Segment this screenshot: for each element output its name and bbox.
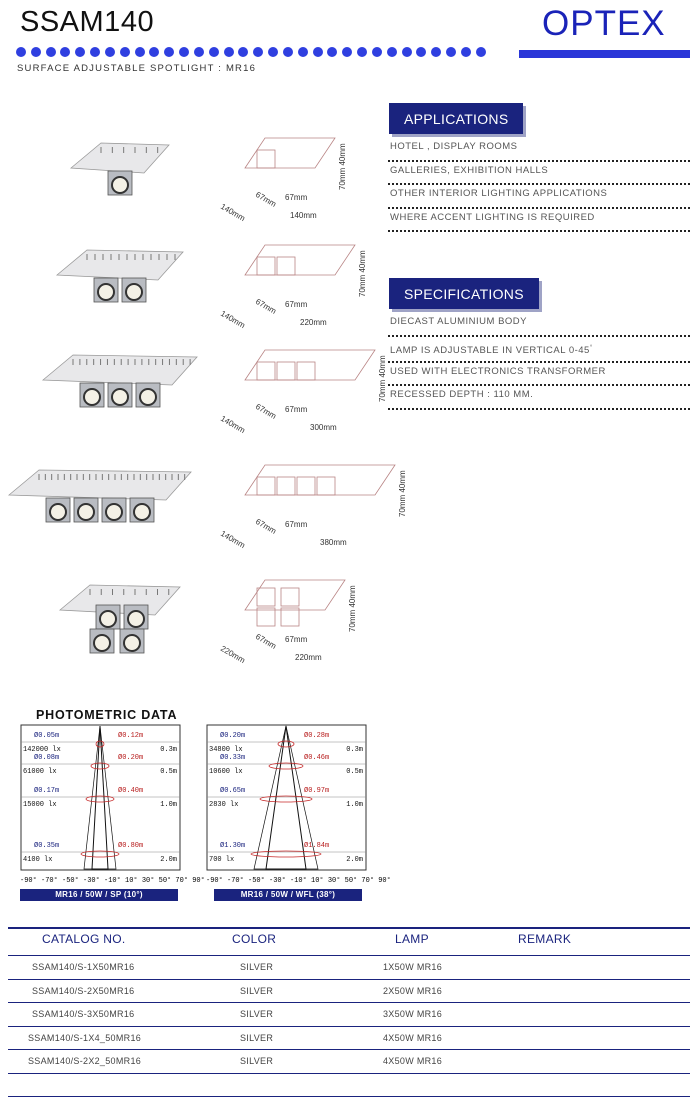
lamp-lens: [50, 504, 66, 520]
illuminance-value: 4100 lx: [23, 856, 53, 864]
dimension-height-depth: 70mm 40mm: [338, 143, 347, 190]
beam-diameter-full: Ø0.28m: [304, 732, 330, 740]
dimension-side: 67mm: [254, 631, 278, 651]
photometric-caption: MR16 / 50W / WFL (38°): [214, 889, 362, 901]
color-cell: SILVER: [240, 1056, 274, 1066]
column-header-color: COLOR: [232, 932, 277, 946]
drawing-lamp-cell: [297, 362, 315, 380]
lamp-lens: [128, 611, 144, 627]
dimension-drawing: [205, 118, 375, 228]
dimension-width: 140mm: [290, 211, 317, 220]
list-item-text: LAMP IS ADJUSTABLE IN VERTICAL 0-45: [390, 344, 590, 356]
dimension-length: 140mm: [219, 528, 247, 551]
beam-cone: [92, 726, 108, 869]
drawing-lamp-cell: [277, 362, 295, 380]
page-title: SSAM140: [20, 6, 155, 38]
drawing-lamp-cell: [281, 608, 299, 626]
dimension-front: 67mm: [285, 635, 308, 644]
divider-dot: [253, 47, 263, 57]
divider-dot: [342, 47, 352, 57]
brand-logo: OPTEX: [542, 4, 666, 43]
divider-dot: [75, 47, 85, 57]
divider-dot: [120, 47, 130, 57]
drawing-lamp-cell: [281, 588, 299, 606]
degree-mark: °: [589, 344, 593, 351]
dotted-divider: [16, 47, 486, 59]
brand-underline: [519, 50, 690, 58]
beam-diameter-half: Ø0.35m: [34, 842, 60, 850]
dimension-front: 67mm: [285, 520, 308, 529]
dimension-height-depth: 70mm 40mm: [378, 355, 387, 402]
divider-dot: [31, 47, 41, 57]
divider-dot: [179, 47, 189, 57]
list-item: WHERE ACCENT LIGHTING IS REQUIRED: [388, 209, 690, 233]
drawing-lamp-cell: [257, 608, 275, 626]
lamp-cell: 1X50W MR16: [383, 962, 443, 972]
list-item: GALLERIES, EXHIBITION HALLS: [388, 162, 690, 186]
catalog-number-cell: SSAM140/S-3X50MR16: [32, 1009, 135, 1019]
dimension-front: 67mm: [285, 193, 308, 202]
list-item: USED WITH ELECTRONICS TRANSFORMER: [388, 363, 690, 387]
dimension-drawing: [205, 330, 387, 440]
dimension-width: 300mm: [310, 423, 337, 432]
divider-dot: [283, 47, 293, 57]
angle-axis-labels: -90° -70° -50° -30° -10° 10° 30° 50° 70° 90°: [206, 877, 391, 885]
product-photo: [30, 330, 210, 440]
product-photo: [30, 560, 210, 670]
mounting-plate: [71, 143, 169, 173]
dimension-drawing: [205, 225, 375, 335]
table-bottom-rule: [8, 1073, 690, 1074]
divider-dot: [268, 47, 278, 57]
illuminance-value: 10600 lx: [209, 768, 243, 776]
dimension-drawing: [205, 445, 407, 555]
lamp-lens: [84, 389, 100, 405]
dimension-length: 140mm: [219, 201, 247, 224]
divider-dot: [313, 47, 323, 57]
drawing-lamp-cell: [257, 257, 275, 275]
dimension-front: 67mm: [285, 300, 308, 309]
drawing-lamp-cell: [257, 588, 275, 606]
list-item: HOTEL , DISPLAY ROOMS: [388, 138, 690, 162]
catalog-number-cell: SSAM140/S-2X2_50MR16: [28, 1056, 142, 1066]
applications-heading: APPLICATIONS: [389, 103, 523, 134]
divider-dot: [446, 47, 456, 57]
color-cell: SILVER: [240, 985, 274, 996]
drawing-lamp-cell: [277, 477, 295, 495]
divider-dot: [16, 47, 26, 57]
divider-dot: [105, 47, 115, 57]
divider-dot: [402, 47, 412, 57]
divider-dot: [416, 47, 426, 57]
mounting-plate: [43, 355, 197, 385]
illuminance-value: 34800 lx: [209, 746, 243, 754]
beam-diameter-half: Ø0.33m: [220, 754, 246, 762]
dimension-width: 380mm: [320, 538, 347, 547]
beam-diameter-half: Ø0.65m: [220, 787, 246, 795]
divider-dot: [461, 47, 471, 57]
lamp-cell: 4X50W MR16: [383, 1032, 443, 1043]
illuminance-value: 2830 lx: [209, 801, 239, 809]
lamp-cell: 2X50W MR16: [383, 985, 443, 996]
color-cell: SILVER: [240, 1032, 274, 1043]
distance-value: 1.0m: [160, 801, 177, 809]
drawing-lamp-cell: [297, 477, 315, 495]
beam-diameter-full: Ø0.40m: [118, 787, 144, 795]
angle-axis-labels: -90° -70° -50° -30° -10° 10° 30° 50° 70° 90°: [20, 877, 205, 885]
lamp-cell: 4X50W MR16: [383, 1056, 443, 1066]
dimension-drawing: [205, 560, 375, 670]
drawing-lamp-cell: [277, 257, 295, 275]
beam-diameter-half: Ø1.30m: [220, 842, 246, 850]
beam-diameter-half: Ø0.08m: [34, 754, 60, 762]
list-item: RECESSED DEPTH : 110 MM.: [388, 386, 690, 410]
product-photo: [10, 445, 190, 555]
dimension-side: 67mm: [254, 296, 278, 316]
drawing-lamp-cell: [317, 477, 335, 495]
drawing-lamp-cell: [257, 362, 275, 380]
divider-dot: [60, 47, 70, 57]
dimension-width: 220mm: [295, 653, 322, 662]
applications-list: [388, 138, 690, 232]
drawing-outline: [245, 138, 335, 168]
photometric-chart: [206, 724, 391, 889]
list-item: DIECAST ALUMINIUM BODY: [388, 313, 690, 337]
beam-diameter-full: Ø0.46m: [304, 754, 330, 762]
lamp-lens: [106, 504, 122, 520]
divider-dot: [372, 47, 382, 57]
distance-value: 2.0m: [160, 856, 177, 864]
lamp-lens: [140, 389, 156, 405]
beam-diameter-half: Ø0.17m: [34, 787, 60, 795]
dimension-length: 220mm: [219, 643, 247, 666]
divider-dot: [476, 47, 486, 57]
drawing-outline: [245, 350, 375, 380]
divider-dot: [194, 47, 204, 57]
list-item: [388, 337, 690, 363]
illuminance-value: 15000 lx: [23, 801, 57, 809]
column-header-catalog: CATALOG NO.: [42, 932, 126, 946]
divider-dot: [327, 47, 337, 57]
dimension-height-depth: 70mm 40mm: [398, 470, 407, 517]
dimension-length: 140mm: [219, 413, 247, 436]
divider-dot: [164, 47, 174, 57]
product-photo: [30, 118, 210, 228]
beam-cone: [266, 726, 306, 869]
table-bottom-rule: [8, 1096, 690, 1097]
distance-value: 0.5m: [160, 768, 177, 776]
specifications-list: [388, 313, 690, 410]
divider-dot: [238, 47, 248, 57]
distance-value: 0.3m: [346, 746, 363, 754]
photometric-chart: [20, 724, 205, 889]
beam-diameter-full: Ø0.20m: [118, 754, 144, 762]
color-cell: SILVER: [240, 1009, 274, 1019]
beam-diameter-full: Ø0.80m: [118, 842, 144, 850]
drawing-lamp-cell: [257, 150, 275, 168]
lamp-lens: [126, 284, 142, 300]
dimension-length: 140mm: [219, 308, 247, 331]
lamp-lens: [78, 504, 94, 520]
drawing-outline: [245, 465, 395, 495]
divider-dot: [209, 47, 219, 57]
dimension-front: 67mm: [285, 405, 308, 414]
divider-dot: [135, 47, 145, 57]
color-cell: SILVER: [240, 962, 274, 972]
illuminance-value: 700 lx: [209, 856, 235, 864]
divider-dot: [357, 47, 367, 57]
mounting-plate: [9, 470, 191, 500]
illuminance-value: 61000 lx: [23, 768, 57, 776]
catalog-number-cell: SSAM140/S-1X4_50MR16: [28, 1032, 142, 1043]
distance-value: 2.0m: [346, 856, 363, 864]
dimension-width: 220mm: [300, 318, 327, 327]
lamp-cell: 3X50W MR16: [383, 1009, 443, 1019]
lamp-lens: [100, 611, 116, 627]
illuminance-value: 142000 lx: [23, 746, 61, 754]
lamp-lens: [124, 635, 140, 651]
divider-dot: [387, 47, 397, 57]
catalog-number-cell: SSAM140/S-1X50MR16: [32, 962, 135, 972]
beam-diameter-half: Ø0.20m: [220, 732, 246, 740]
column-header-remark: REMARK: [518, 932, 572, 946]
dimension-side: 67mm: [254, 401, 278, 421]
lamp-lens: [112, 177, 128, 193]
dimension-side: 67mm: [254, 516, 278, 536]
product-photo: [30, 225, 210, 335]
beam-diameter-full: Ø0.97m: [304, 787, 330, 795]
lamp-lens: [98, 284, 114, 300]
catalog-number-cell: SSAM140/S-2X50MR16: [32, 985, 135, 996]
list-item: OTHER INTERIOR LIGHTING APPLICATIONS: [388, 185, 690, 209]
divider-dot: [46, 47, 56, 57]
divider-dot: [224, 47, 234, 57]
distance-value: 1.0m: [346, 801, 363, 809]
dimension-height-depth: 70mm 40mm: [348, 585, 357, 632]
dimension-height-depth: 70mm 40mm: [358, 250, 367, 297]
lamp-lens: [112, 389, 128, 405]
beam-diameter-half: Ø0.05m: [34, 732, 60, 740]
lamp-lens: [134, 504, 150, 520]
beam-diameter-full: Ø0.12m: [118, 732, 144, 740]
column-header-lamp: LAMP: [395, 932, 429, 946]
divider-dot: [431, 47, 441, 57]
drawing-outline: [245, 245, 355, 275]
drawing-outline: [245, 580, 345, 610]
divider-dot: [149, 47, 159, 57]
distance-value: 0.3m: [160, 746, 177, 754]
lamp-lens: [94, 635, 110, 651]
mounting-plate: [57, 250, 183, 280]
beam-diameter-full: Ø1.84m: [304, 842, 330, 850]
dimension-side: 67mm: [254, 189, 278, 209]
divider-dot: [90, 47, 100, 57]
page-subtitle: SURFACE ADJUSTABLE SPOTLIGHT : MR16: [17, 63, 257, 74]
drawing-lamp-cell: [257, 477, 275, 495]
photometric-title: PHOTOMETRIC DATA: [36, 708, 178, 722]
distance-value: 0.5m: [346, 768, 363, 776]
photometric-caption: MR16 / 50W / SP (10°): [20, 889, 178, 901]
specifications-heading: SPECIFICATIONS: [389, 278, 539, 309]
divider-dot: [298, 47, 308, 57]
